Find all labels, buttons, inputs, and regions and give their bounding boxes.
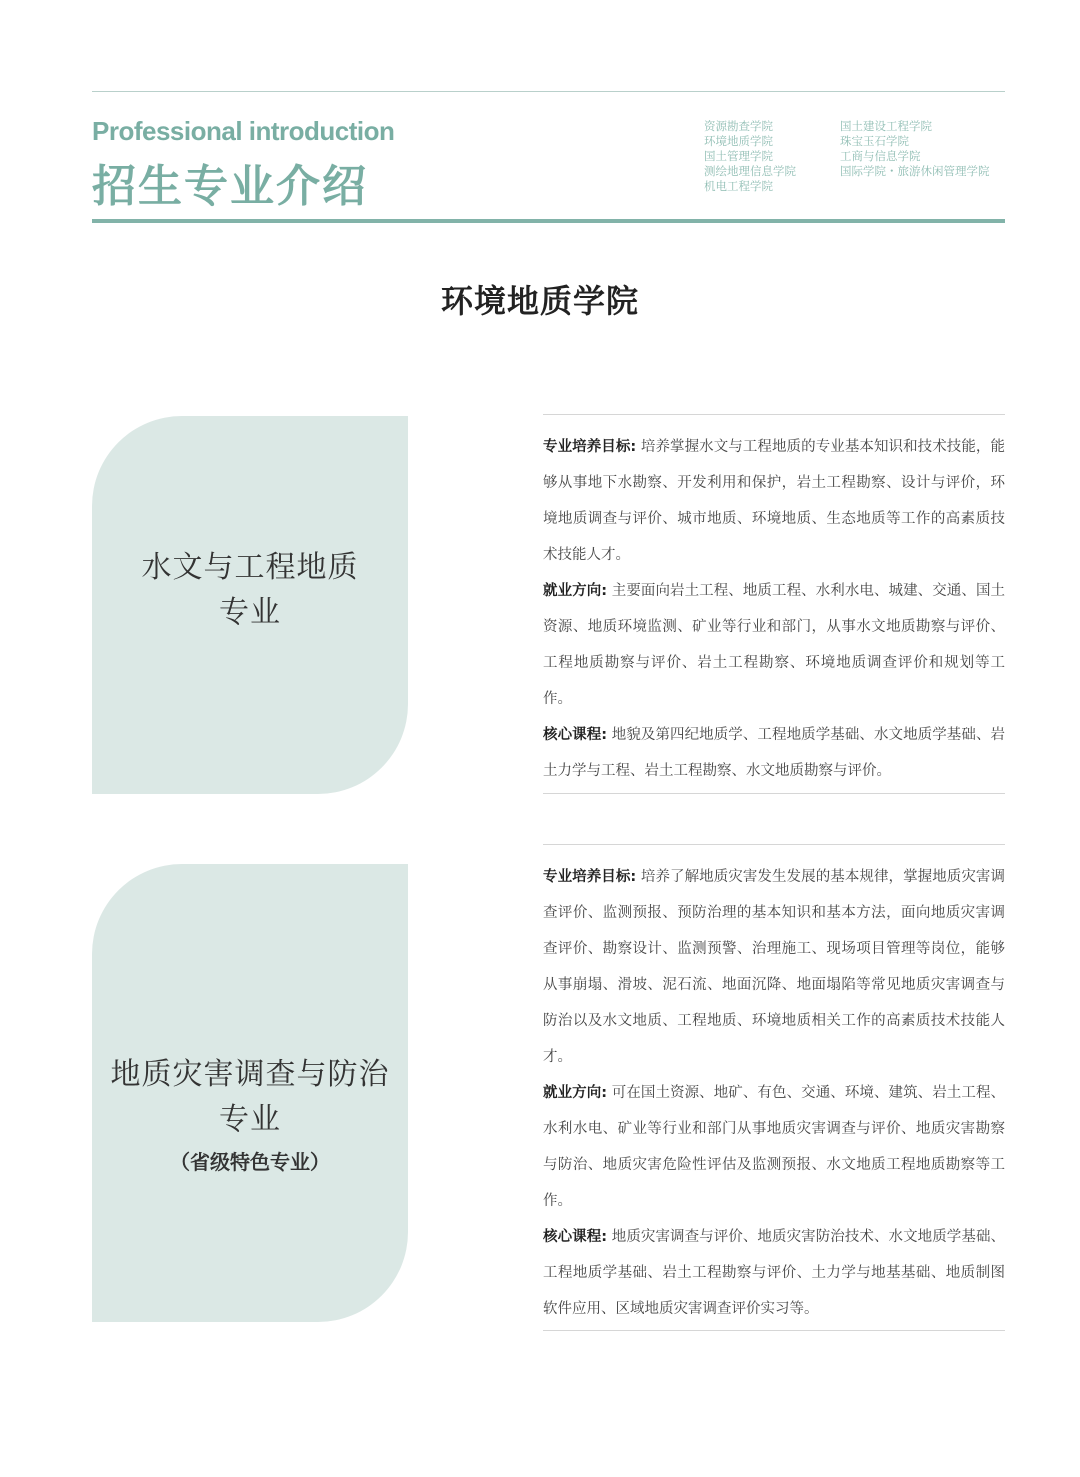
major-info-hydro-engineering-geology (543, 414, 1005, 794)
header-bottom-rule (92, 219, 1005, 223)
core-courses-text: 地质灾害调查与评价、地质灾害防治技术、水文地质学基础、工程地质学基础、岩土工程勘察与评价、土力学与地基基础、地质制图软件应用、区域地质灾害调查评价实习等。 (543, 1229, 1006, 1317)
major-name-line1: 水文与工程地质 (141, 550, 359, 585)
career-direction-label: 就业方向: (543, 583, 608, 599)
core-courses (543, 717, 1005, 789)
career-direction (543, 573, 1005, 717)
career-direction-text: 可在国土资源、地矿、有色、交通、环境、建筑、岩土工程、水利水电、矿业等行业和部门从事地质灾害调查与评价、地质灾害勘察与防治、地质灾害危险性评估及监测预报、水文地质工程地质勘察等工作。 (543, 1085, 1006, 1209)
core-courses-label: 核心课程: (543, 727, 608, 743)
core-courses-text: 地貌及第四纪地质学、工程地质学基础、水文地质学基础、岩土力学与工程、岩土工程勘察、水文地质勘察与评价。 (543, 727, 1006, 779)
core-courses-label: 核心课程: (543, 1229, 608, 1245)
college-item: 国土管理学院 (704, 149, 773, 163)
training-goal-label: 专业培养目标: (543, 439, 637, 455)
college-item: 测绘地理信息学院 (704, 164, 796, 178)
major-card-hydro-engineering-geology (92, 416, 408, 794)
header-top-rule (92, 91, 1005, 92)
major-name-line2: 专业 (219, 1101, 281, 1137)
college-list-right (840, 119, 990, 179)
career-direction-text: 主要面向岩土工程、地质工程、水利水电、城建、交通、国土资源、地质环境监测、矿业等行业和部门，从事水文地质勘察与评价、工程地质勘察与评价、岩土工程勘察、环境地质调查评价和规划等工作。 (543, 583, 1006, 707)
training-goal-text: 培养了解地质灾害发生发展的基本规律，掌握地质灾害调查评价、监测预报、预防治理的基本知识和基本方法，面向地质灾害调查评价、勘察设计、监测预警、治理施工、现场项目管理等岗位，能够从事崩塌、滑坡、泥石流、地面沉降、地面塌陷等常见地质灾害调查与防治以及水文地质、工程地质、环境地质相关工作的高素质技术技能人才。 (543, 869, 1005, 1065)
career-direction (543, 1075, 1005, 1219)
major-name (142, 545, 359, 635)
major-card-geohazard-survey (92, 864, 408, 1322)
college-item: 资源勘查学院 (704, 119, 773, 133)
college-item: 机电工程学院 (704, 179, 773, 193)
college-item: 工商与信息学院 (840, 149, 921, 163)
training-goal-label: 专业培养目标: (543, 869, 637, 885)
training-goal (543, 859, 1005, 1075)
college-item: 国土建设工程学院 (840, 119, 932, 133)
college-list-left (704, 119, 796, 194)
college-item: 环境地质学院 (704, 134, 773, 148)
college-item: 国际学院・旅游休闲管理学院 (840, 164, 990, 178)
major-name-line2: 专业 (219, 595, 281, 630)
header-english-title: Professional introduction (92, 116, 395, 146)
major-name (111, 1052, 390, 1142)
training-goal-text: 培养掌握水文与工程地质的专业基本知识和技术技能，能够从事地下水勘察、开发利用和保护，岩土工程勘察、设计与评价，环境地质调查与评价、城市地质、环境地质、生态地质等工作的高素质技术技能人才。 (543, 439, 1005, 563)
college-item: 珠宝玉石学院 (840, 134, 909, 148)
major-name-line1: 地质灾害调查与防治 (110, 1056, 390, 1092)
header-chinese-title: 招生专业介绍 (92, 161, 368, 212)
provincial-feature-badge: （省级特色专业） (170, 1149, 330, 1174)
core-courses (543, 1219, 1005, 1327)
major-info-geohazard-survey (543, 844, 1005, 1331)
training-goal (543, 429, 1005, 573)
career-direction-label: 就业方向: (543, 1085, 608, 1101)
school-title: 环境地质学院 (440, 282, 639, 320)
